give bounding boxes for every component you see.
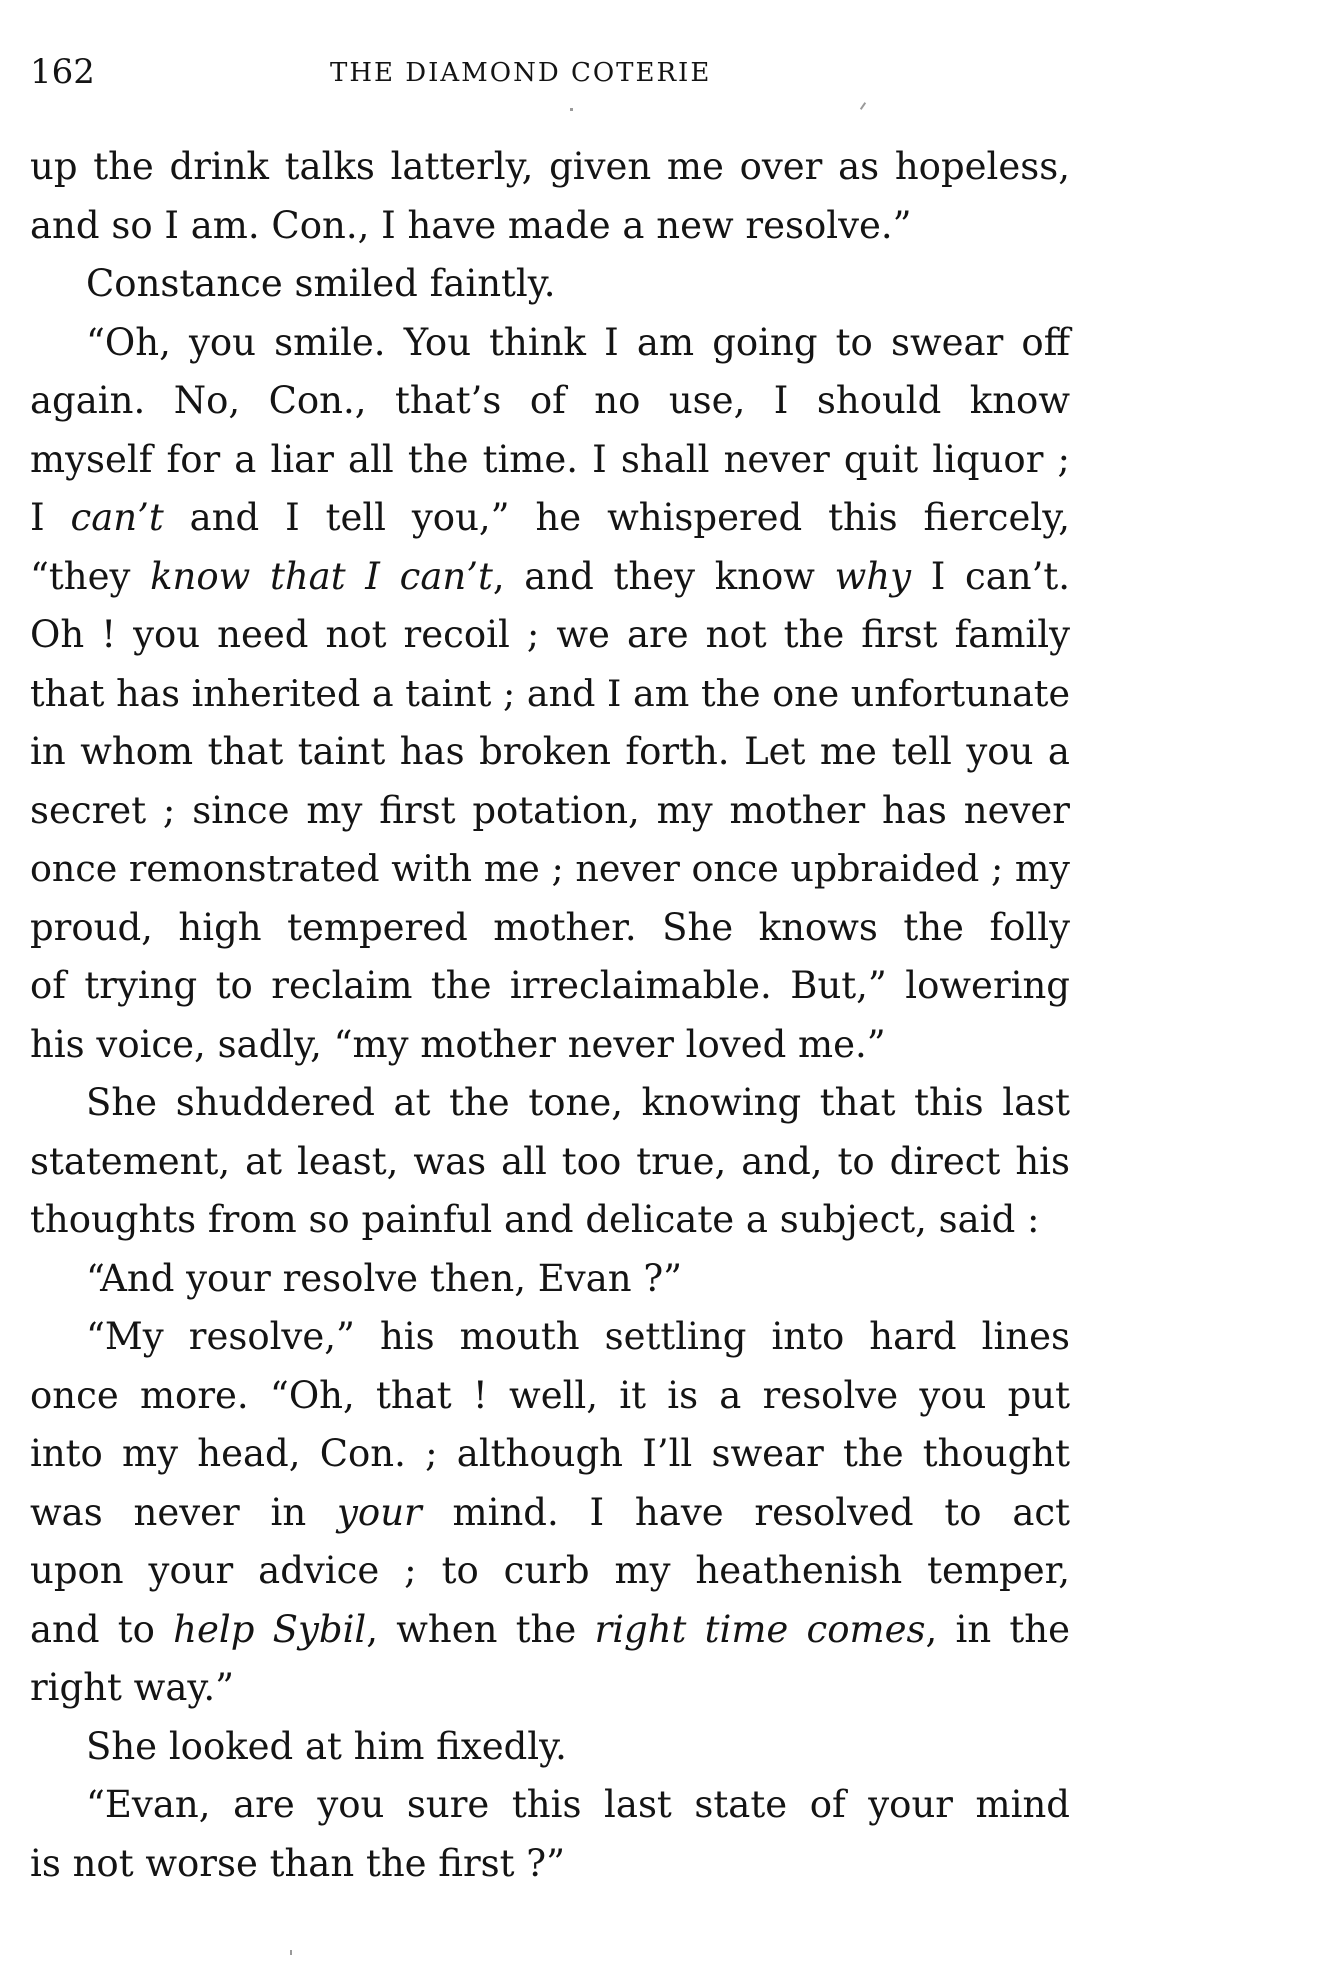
scan-speck (860, 102, 866, 110)
text-line (30, 782, 1070, 841)
page-header (30, 52, 1070, 92)
text-line (30, 1133, 1070, 1192)
text-line (30, 1659, 1070, 1718)
text-run: again. No, Con., that’s of no use, I should know (30, 379, 1070, 422)
text-run: “Evan, are you sure this last state of your mind (86, 1783, 1070, 1826)
text-run: and to (30, 1607, 174, 1651)
text-line (30, 1601, 1070, 1660)
running-head: THE DIAMOND COTERIE (330, 58, 712, 88)
text-run: is not worse than the first ?” (30, 1841, 566, 1885)
text-line (30, 255, 1070, 314)
text-run: and I tell you,” he whispered this fiercely, (163, 496, 1070, 539)
text-run: once more. “Oh, that ! well, it is a resolve you put (30, 1373, 1070, 1417)
italic-text: right time comes (594, 1607, 926, 1651)
text-run: thoughts from so painful and delicate a subject, said : (30, 1198, 1040, 1241)
text-run: She looked at him fixedly. (86, 1724, 567, 1768)
text-run: in whom that taint has broken forth. Let me tell you a (30, 730, 1070, 773)
text-run: once remonstrated with me ; never once upbraided ; my (30, 847, 1070, 890)
text-line (30, 1191, 1070, 1250)
text-line (30, 489, 1070, 548)
text-run: , when the (366, 1607, 595, 1651)
text-line (30, 1367, 1070, 1426)
text-line (30, 606, 1070, 665)
text-line (30, 431, 1070, 490)
text-run: proud, high tempered mother. She knows the folly (30, 905, 1070, 949)
text-run: I can’t. (911, 554, 1070, 598)
text-run: statement, at least, was all too true, and, to direct his (30, 1139, 1070, 1183)
text-run: right way.” (30, 1666, 235, 1709)
body-text (30, 138, 1070, 1893)
text-line (30, 1718, 1070, 1777)
text-run: , in the (925, 1607, 1071, 1651)
text-line (30, 1835, 1070, 1894)
text-line (30, 899, 1070, 958)
text-run: and so I am. Con., I have made a new resolve.” (30, 203, 912, 247)
page-number: 162 (30, 52, 95, 92)
text-line (30, 1542, 1070, 1601)
text-run: of trying to reclaim the irreclaimable. But,” lowering (30, 964, 1070, 1007)
text-line (30, 197, 1070, 256)
text-run: upon your advice ; to curb my heathenish temper, (30, 1549, 1070, 1592)
text-run: Constance smiled faintly. (86, 262, 556, 305)
text-line (30, 1074, 1070, 1133)
text-run: She shuddered at the tone, knowing that this last (86, 1081, 1070, 1124)
text-run: that has inherited a taint ; and I am the one unfortunate (30, 671, 1070, 715)
text-run: up the drink talks latterly, given me over as hopeless, (30, 145, 1070, 188)
text-line (30, 665, 1070, 724)
text-run: mind. I have resolved to act (421, 1490, 1070, 1534)
text-line (30, 957, 1070, 1016)
italic-text: know that I can’t (150, 554, 493, 598)
italic-text: your (337, 1490, 422, 1534)
text-line (30, 314, 1070, 373)
text-line (30, 723, 1070, 782)
italic-text: why (834, 554, 912, 598)
text-line (30, 138, 1070, 197)
text-line (30, 1776, 1070, 1835)
text-run: secret ; since my first potation, my mother has never (30, 788, 1070, 832)
text-run: “My resolve,” his mouth settling into hard lines (86, 1315, 1070, 1358)
text-run: into my head, Con. ; although I’ll swear the thought (30, 1432, 1070, 1475)
text-run: , and they know (492, 554, 835, 598)
text-line (30, 372, 1070, 431)
text-run: “Oh, you smile. You think I am going to swear off (86, 320, 1070, 364)
text-run: his voice, sadly, “my mother never loved me.” (30, 1022, 886, 1066)
text-line (30, 1308, 1070, 1367)
italic-text: can’t (70, 496, 164, 539)
scan-speck (290, 1950, 292, 1955)
text-line (30, 1425, 1070, 1484)
text-line (30, 840, 1070, 899)
text-run: was never in (30, 1490, 338, 1534)
text-run: Oh ! you need not recoil ; we are not the first family (30, 613, 1070, 656)
text-run: I (30, 496, 71, 539)
text-run: myself for a liar all the time. I shall never quit liquor ; (30, 437, 1070, 481)
text-line (30, 548, 1070, 607)
text-run: “And your resolve then, Evan ?” (86, 1256, 683, 1300)
text-line (30, 1484, 1070, 1543)
italic-text: help Sybil (173, 1607, 367, 1651)
text-run: “they (30, 554, 151, 598)
text-line (30, 1250, 1070, 1309)
scan-speck (570, 108, 573, 111)
text-line (30, 1016, 1070, 1075)
